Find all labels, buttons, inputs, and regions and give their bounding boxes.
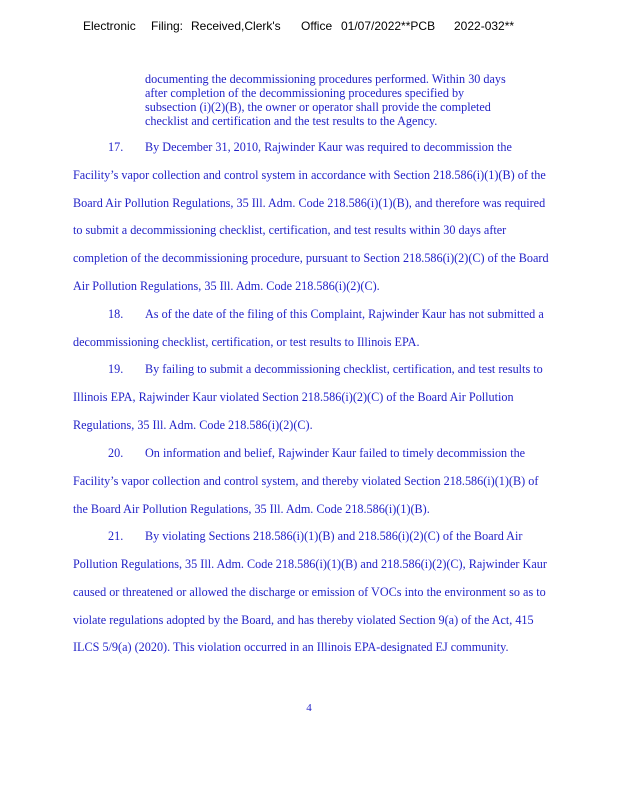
paragraph-first-line: On information and belief, Rajwinder Kaur failed to timely decommission the (145, 446, 526, 460)
paragraph-line: Facility’s vapor collection and control system in accordance with Section 218.586(i)(1)(B) of the (73, 168, 546, 182)
paragraph-line: completion of the decommissioning procedure, pursuant to Section 218.586(i)(2)(C) of the Board (73, 251, 549, 265)
paragraph-line: Air Pollution Regulations, 35 Ill. Adm. Code 218.586(i)(2)(C). (73, 279, 380, 293)
header-electronic: Electronic (83, 19, 136, 33)
paragraph-line: ILCS 5/9(a) (2020). This violation occurred in an Illinois EPA-designated EJ community. (73, 640, 509, 654)
header-docket: 2022-032** (454, 19, 515, 33)
paragraph-number: 19. (108, 362, 124, 376)
paragraph-line: Facility’s vapor collection and control system, and thereby violated Section 218.586(i)(1)(B) of (73, 474, 539, 488)
header-office: Office (301, 19, 333, 33)
paragraph-line: Regulations, 35 Ill. Adm. Code 218.586(i)(2)(C). (73, 418, 313, 432)
paragraph-number: 21. (108, 529, 124, 543)
block-quote (145, 72, 506, 128)
paragraph-first-line: By violating Sections 218.586(i)(1)(B) and 218.586(i)(2)(C) of the Board Air (145, 529, 523, 543)
header-filing: Filing: (151, 19, 184, 33)
header-stamp: 01/07/2022**PCB (341, 19, 436, 33)
page-number: 4 (306, 702, 312, 714)
paragraph-line: to submit a decommissioning checklist, certification, and test results within 30 days after (73, 223, 507, 237)
paragraph-line: decommissioning checklist, certification, or test results to Illinois EPA. (73, 335, 420, 349)
paragraph-first-line: As of the date of the filing of this Complaint, Rajwinder Kaur has not submitted a (145, 307, 544, 321)
paragraph-line: violate regulations adopted by the Board, and has thereby violated Section 9(a) of the Act, 415 (73, 613, 534, 627)
quote-line: checklist and certification and the test results to the Agency. (145, 114, 438, 128)
paragraph-line: Illinois EPA, Rajwinder Kaur violated Section 218.586(i)(2)(C) of the Board Air Pollution (73, 390, 514, 404)
paragraph-number: 20. (108, 446, 124, 460)
paragraph-first-line: By December 31, 2010, Rajwinder Kaur was required to decommission the (145, 140, 512, 154)
quote-line: subsection (i)(2)(B), the owner or operator shall provide the completed (145, 100, 491, 114)
header-received: Received,Clerk's (191, 19, 281, 33)
paragraph-line: Pollution Regulations, 35 Ill. Adm. Code 218.586(i)(1)(B) and 218.586(i)(2)(C), Rajwinder Kaur (73, 557, 547, 571)
paragraph-line: Board Air Pollution Regulations, 35 Ill. Adm. Code 218.586(i)(1)(B), and therefore was required (73, 196, 546, 210)
paragraph-line: caused or threatened or allowed the discharge or emission of VOCs into the environment so as to (73, 585, 546, 599)
paragraph-first-line: By failing to submit a decommissioning checklist, certification, and test results to (145, 362, 543, 376)
quote-line: documenting the decommissioning procedures performed. Within 30 days (145, 72, 506, 86)
paragraph-line: the Board Air Pollution Regulations, 35 Ill. Adm. Code 218.586(i)(1)(B). (73, 502, 430, 516)
paragraph-number: 18. (108, 307, 124, 321)
quote-line: after completion of the decommissioning procedures specified by (145, 86, 465, 100)
paragraph-number: 17. (108, 140, 124, 154)
